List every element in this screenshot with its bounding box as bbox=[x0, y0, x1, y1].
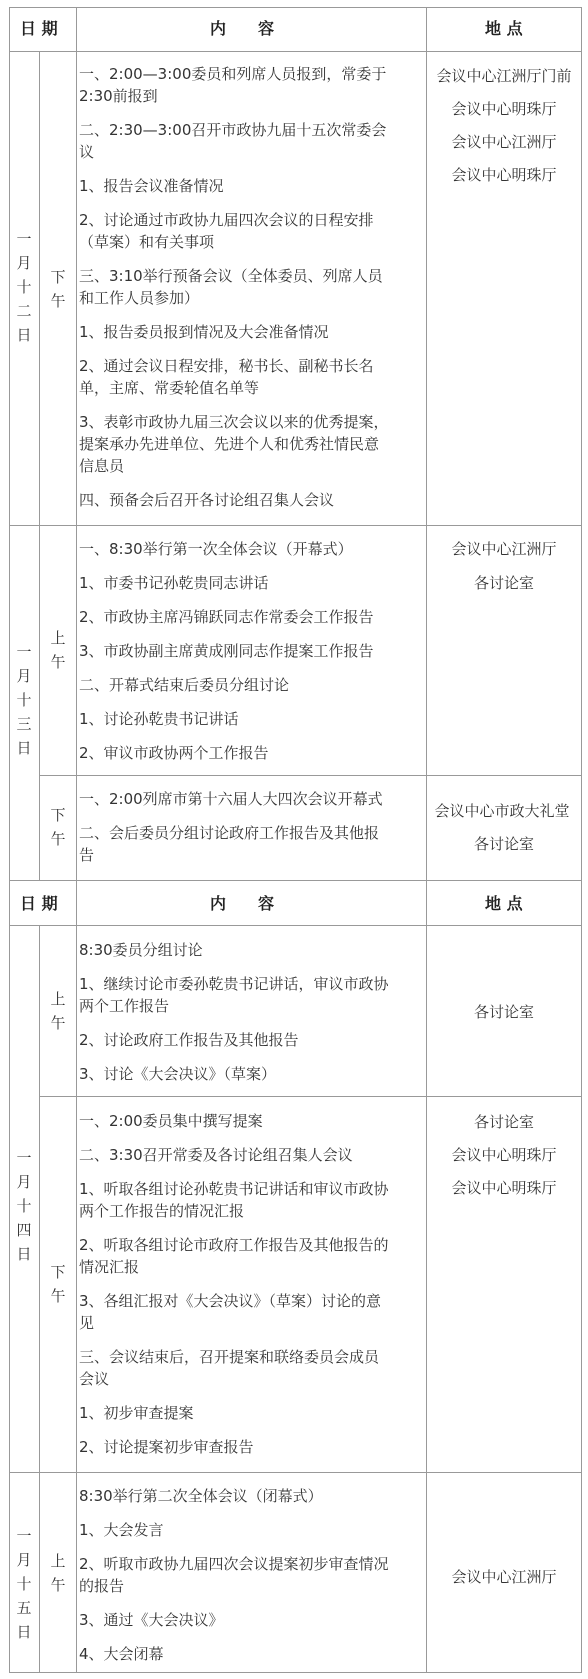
content-line: 的报告 bbox=[79, 1577, 125, 1595]
content-line: 2、审议市政协两个工作报告 bbox=[79, 744, 269, 762]
content-line: 情况汇报 bbox=[79, 1258, 140, 1276]
content-line: 2、讨论提案初步审查报告 bbox=[79, 1438, 254, 1456]
period-cell: 下 午 bbox=[50, 268, 66, 310]
content-line: 四、预备会后召开各讨论组召集人会议 bbox=[79, 491, 335, 509]
content-line: 3、表彰市政协九届三次会议以来的优秀提案， bbox=[79, 413, 389, 431]
content-line: 一、2:00委员集中撰写提案 bbox=[79, 1112, 263, 1130]
content-line: 3、讨论《大会决议》（草案） bbox=[79, 1065, 277, 1083]
content-line: 2、市政协主席冯锦跃同志作常委会工作报告 bbox=[79, 608, 374, 626]
content-line: 1、报告会议准备情况 bbox=[79, 177, 224, 195]
content-line: 1、大会发言 bbox=[79, 1521, 164, 1539]
location-line: 会议中心江洲厅 bbox=[451, 1568, 557, 1586]
location-line: 会议中心市政大礼堂 bbox=[434, 802, 570, 820]
location-line: 各讨论室 bbox=[473, 574, 534, 592]
date-cell: 一 月 十四 日 bbox=[16, 1149, 32, 1263]
content-line: 二、会后委员分组讨论政府工作报告及其他报 bbox=[79, 824, 380, 842]
content-line: 一、2:00—3:00委员和列席人员报到，常委于 bbox=[79, 65, 387, 83]
content-line: 2、讨论政府工作报告及其他报告 bbox=[79, 1031, 299, 1049]
content-line: 单，主席、常委轮值名单等 bbox=[79, 379, 260, 397]
location-line: 会议中心江洲厅 bbox=[451, 540, 557, 558]
content-line: 1、听取各组讨论孙乾贵书记讲话和审议市政协 bbox=[79, 1180, 389, 1198]
location-line: 会议中心江洲厅门前 bbox=[436, 67, 572, 85]
period-cell: 上 午 bbox=[50, 629, 66, 671]
content-line: 1、讨论孙乾贵书记讲话 bbox=[79, 710, 239, 728]
content-line: 3、各组汇报对《大会决议》（草案）讨论的意 bbox=[79, 1292, 382, 1310]
content-line: 两个工作报告 bbox=[79, 997, 170, 1015]
content-line: 一、2:00列席市第十六届人大四次会议开幕式 bbox=[79, 790, 383, 808]
content-line: 3、市政协副主席黄成刚同志作提案工作报告 bbox=[79, 642, 374, 660]
header-content: 内 容 bbox=[210, 894, 275, 913]
location-line: 会议中心明珠厅 bbox=[451, 100, 557, 118]
content-line: 2、听取市政协九届四次会议提案初步审查情况 bbox=[79, 1555, 389, 1573]
content-line: 信息员 bbox=[79, 457, 125, 475]
header-date: 日 期 bbox=[20, 19, 58, 38]
content-line: 8:30委员分组讨论 bbox=[79, 941, 203, 959]
content-line: 提案承办先进单位、先进个人和优秀社情民意 bbox=[79, 435, 380, 453]
date-cell: 一 月 十三 日 bbox=[16, 643, 32, 757]
header-content: 内 容 bbox=[210, 19, 275, 38]
location-line: 会议中心明珠厅 bbox=[451, 1146, 557, 1164]
content-line: 2、通过会议日程安排，秘书长、副秘书长名 bbox=[79, 357, 374, 375]
location-line: 各讨论室 bbox=[473, 1003, 534, 1021]
content-line: 3、通过《大会决议》 bbox=[79, 1611, 224, 1629]
location-line: 各讨论室 bbox=[473, 835, 534, 853]
period-cell: 下 午 bbox=[50, 1263, 66, 1305]
content-line: 4、大会闭幕 bbox=[79, 1645, 164, 1663]
content-line: 1、市委书记孙乾贵同志讲话 bbox=[79, 574, 269, 592]
content-line: 二、开幕式结束后委员分组讨论 bbox=[79, 676, 290, 694]
content-line: 告 bbox=[79, 846, 95, 864]
location-line: 会议中心明珠厅 bbox=[451, 166, 557, 184]
location-line: 会议中心江洲厅 bbox=[451, 133, 557, 151]
content-line: 2:30前报到 bbox=[79, 87, 158, 105]
content-line: 2、讨论通过市政协九届四次会议的日程安排 bbox=[79, 211, 374, 229]
content-line: 两个工作报告的情况汇报 bbox=[79, 1202, 245, 1220]
content-line: 一、8:30举行第一次全体会议（开幕式） bbox=[79, 540, 353, 558]
header-location: 地 点 bbox=[485, 19, 523, 38]
content-line: 8:30举行第二次全体会议（闭幕式） bbox=[79, 1487, 323, 1505]
location-line: 各讨论室 bbox=[473, 1113, 534, 1131]
content-line: （草案）和有关事项 bbox=[79, 233, 215, 251]
content-line: 议 bbox=[79, 143, 95, 161]
content-line: 1、报告委员报到情况及大会准备情况 bbox=[79, 323, 329, 341]
content-line: 1、初步审查提案 bbox=[79, 1404, 194, 1422]
content-line: 和工作人员参加） bbox=[79, 289, 200, 307]
period-cell: 上 午 bbox=[50, 1552, 66, 1594]
content-line: 1、继续讨论市委孙乾贵书记讲话，审议市政协 bbox=[79, 975, 389, 993]
content-line: 三、3:10举行预备会议（全体委员、列席人员 bbox=[79, 267, 383, 285]
header-location: 地 点 bbox=[485, 894, 523, 913]
content-line: 2、听取各组讨论市政府工作报告及其他报告的 bbox=[79, 1236, 389, 1254]
period-cell: 下 午 bbox=[50, 806, 66, 848]
period-cell: 上 午 bbox=[50, 990, 66, 1032]
location-line: 会议中心明珠厅 bbox=[451, 1179, 557, 1197]
date-cell: 一 月 十五 日 bbox=[16, 1527, 32, 1641]
header-date: 日 期 bbox=[20, 894, 58, 913]
content-line: 会议 bbox=[79, 1370, 110, 1388]
content-line: 二、2:30—3:00召开市政协九届十五次常委会 bbox=[79, 121, 387, 139]
content-line: 三、会议结束后，召开提案和联络委员会成员 bbox=[79, 1348, 380, 1366]
content-line: 见 bbox=[79, 1314, 95, 1332]
content-line: 二、3:30召开常委及各讨论组召集人会议 bbox=[79, 1146, 353, 1164]
date-cell: 一 月 十二 日 bbox=[16, 230, 32, 344]
